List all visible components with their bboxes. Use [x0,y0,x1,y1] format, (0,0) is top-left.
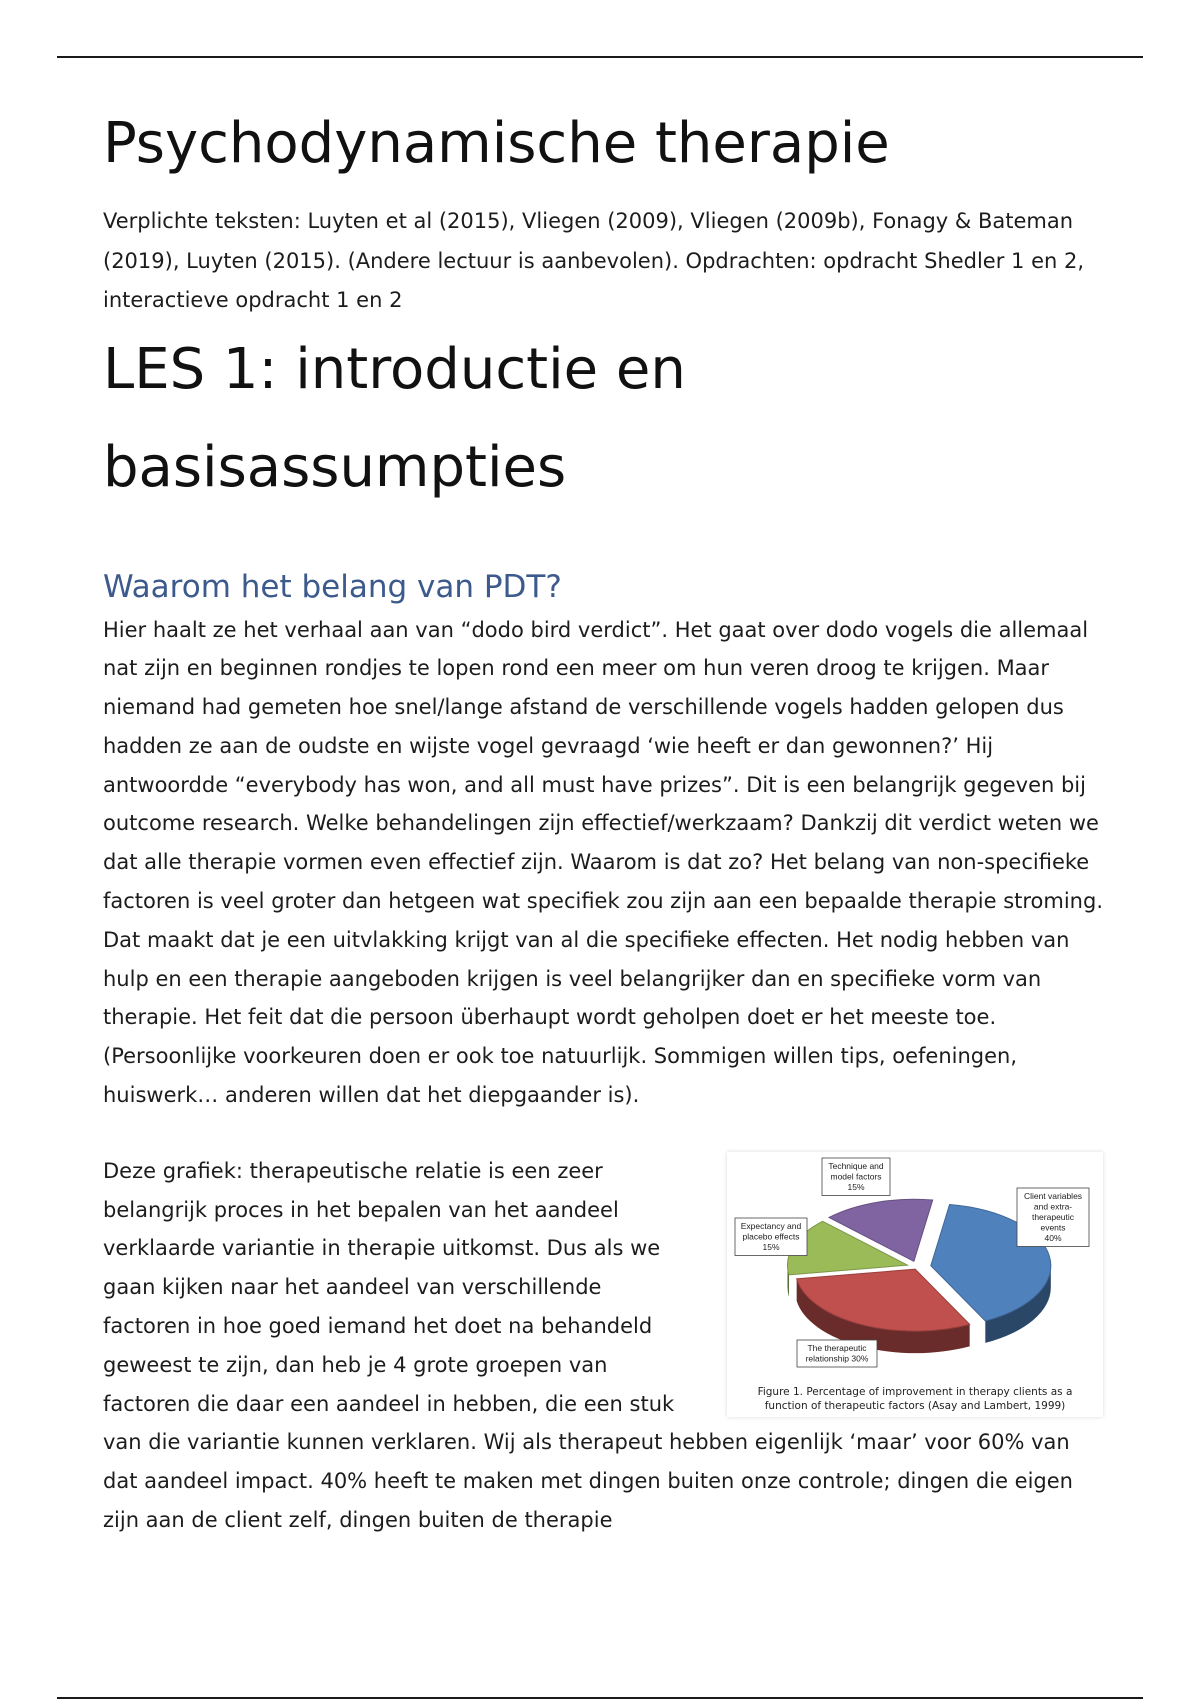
client-label-line: events [1040,1222,1066,1233]
expectancy-label [735,1218,807,1256]
top-rule [57,56,1143,58]
technique-label-line: model factors [830,1171,882,1182]
figure-caption [735,1385,1095,1413]
section-heading: Waarom het belang van PDT? [103,568,562,605]
page-title: Psychodynamische therapie [103,111,890,176]
required-readings: Verplichte teksten: Luyten et al (2015), Vliegen (2009), Vliegen (2009b), Fonagy & Bateman (2019), Luyten (2015). (Andere lectuur is aanbevolen). Opdrachten: opdracht Shedler 1 en 2, interactieve opdracht 1 en 2 [103,209,1085,312]
relationship-label-line: relationship 30% [805,1353,869,1364]
relationship-label [797,1340,877,1367]
client-label-line: 40% [1044,1232,1062,1243]
figure-block [103,1152,1103,1540]
pie-chart [727,1152,1103,1417]
figure-caption-line-2: function of therapeutic factors (Asay and Lambert, 1999) [764,1399,1066,1412]
figure-caption-line-1: Figure 1. Percentage of improvement in therapy clients as a [757,1385,1073,1398]
technique-label-line: Technique and [828,1160,884,1171]
lesson-heading: LES 1: introductie en basisassumpties [103,336,686,500]
paragraph-graph-explanation: Deze grafiek: therapeutische relatie is een zeer belangrijk proces in het bepalen van het aandeel verklaarde variantie in therapie uitkomst. Dus als we gaan kijken naar het aandeel van verschillende factoren in hoe goed iemand het doet na behandeld geweest te zijn, dan heb je 4 grote groepen van factoren die daar een aandeel in hebben, die een stuk van die variantie kunnen verklaren. Wij als therapeut hebben eigenlijk ‘maar’ voor 60% van dat aandeel impact. 40% heeft te maken met dingen buiten onze controle; dingen die eigen zijn aan de client zelf, dingen buiten de therapie [103,1158,1073,1533]
expectancy-label-line: placebo effects [742,1231,800,1242]
pie-chart-figure [727,1152,1103,1417]
paragraph-dodo-bird: Hier haalt ze het verhaal aan van “dodo bird verdict”. Het gaat over dodo vogels die allemaal nat zijn en beginnen rondjes te lopen rond een meer om hun veren droog te krijgen. Maar niemand had gemeten hoe snel/lange afstand de verschillende vogels hadden gelopen dus hadden ze aan de oudste en wijste vogel gevraagd ‘wie heeft er dan gewonnen?’ Hij antwoordde “everybody has won, and all must have prizes”. Dit is een belangrijk gegeven bij outcome research. Welke behandelingen zijn effectief/werkzaam? Dankzij dit verdict weten we dat alle therapie vormen even effectief zijn. Waarom is dat zo? Het belang van non-specifieke factoren is veel groter dan hetgeen wat specifiek zou zijn aan een bepaalde therapie stroming. Dat maakt dat je een uitvlakking krijgt van al die specifieke effecten. Het nodig hebben van hulp en een therapie aangeboden krijgen is veel belangrijker dan en specifieke vorm van therapie. Het feit dat die persoon überhaupt wordt geholpen doet er het meeste toe. (Persoonlijke voorkeuren doen er ook toe natuurlijk. Sommigen willen tips, oefeningen, huiswerk… anderen willen dat het diepgaander is). [103,617,1104,1108]
expectancy-label-line: Expectancy and [740,1220,802,1231]
relationship-label-line: The therapeutic [807,1342,867,1353]
page-content [103,104,1103,1540]
client-label-line: and extra- [1033,1201,1073,1212]
technique-label-line: 15% [847,1181,865,1192]
client-label-line: therapeutic [1031,1211,1075,1222]
bottom-rule [57,1697,1143,1699]
expectancy-label-line: 15% [762,1241,780,1252]
technique-label [822,1158,890,1196]
client-label [1017,1188,1089,1247]
client-label-line: Client variables [1023,1190,1083,1201]
